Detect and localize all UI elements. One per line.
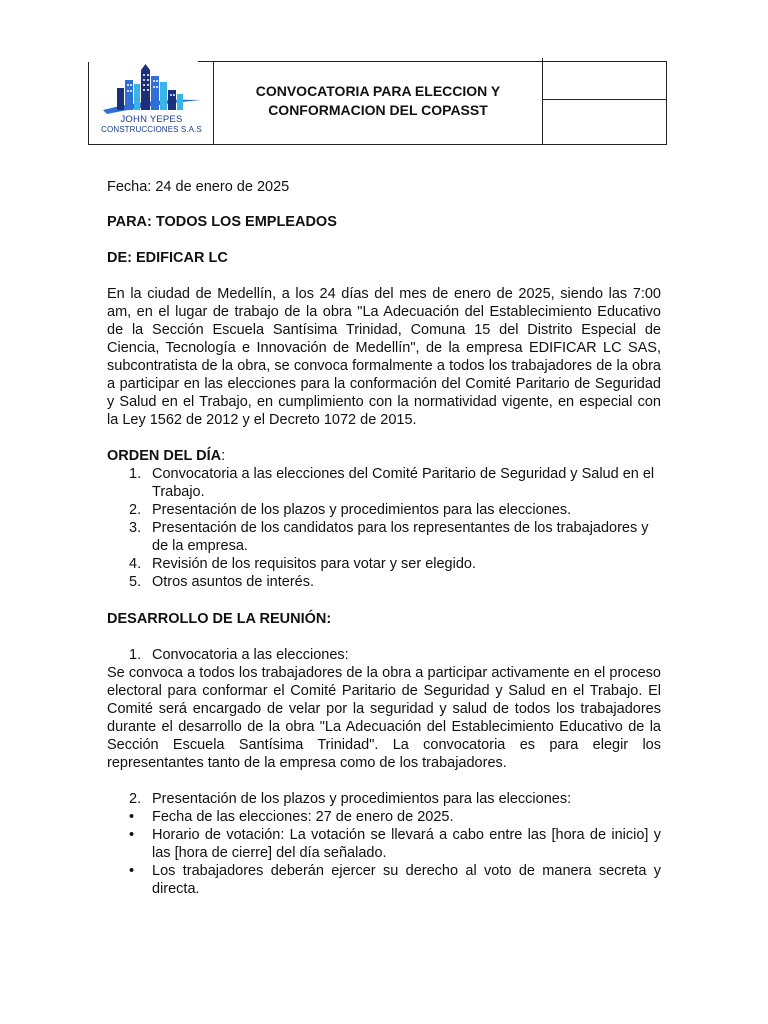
agenda-item-number: 1. bbox=[129, 466, 142, 482]
development-heading: DESARROLLO DE LA REUNIÓN: bbox=[107, 611, 332, 627]
agenda-item-text: Otros asuntos de interés. bbox=[152, 574, 314, 590]
document-header-table bbox=[88, 61, 667, 145]
logo-brand-line2: CONSTRUCCIONES S.A.S bbox=[101, 125, 202, 134]
agenda-heading-colon: : bbox=[221, 448, 226, 464]
bullet-text: Los trabajadores deberán ejercer su derecho al voto de manera secreta y directa. bbox=[152, 863, 661, 897]
date-line: Fecha: 24 de enero de 2025 bbox=[107, 179, 290, 195]
city-skyline-logo-icon bbox=[97, 64, 207, 116]
agenda-heading bbox=[107, 447, 661, 465]
bullet-text: Fecha de las elecciones: 27 de enero de 2025. bbox=[152, 809, 454, 825]
agenda-item-text: Convocatoria a las elecciones del Comité Paritario de Seguridad y Salud en el Trabajo. bbox=[152, 466, 655, 500]
agenda-item bbox=[107, 573, 661, 591]
document-body bbox=[107, 178, 661, 898]
agenda-item-text: Presentación de los plazos y procedimientos para las elecciones. bbox=[152, 502, 572, 518]
section1-number: 1. bbox=[129, 647, 142, 663]
agenda-item-number: 2. bbox=[129, 502, 142, 518]
section2-title bbox=[107, 790, 661, 808]
logo-cell bbox=[89, 62, 214, 144]
header-right-cells bbox=[543, 62, 666, 144]
section2-title-text: Presentación de los plazos y procedimientos para las elecciones: bbox=[152, 791, 572, 807]
bullet-mark: • bbox=[129, 863, 135, 879]
recipient-line: PARA: TODOS LOS EMPLEADOS bbox=[107, 214, 337, 230]
agenda-item bbox=[107, 519, 661, 555]
section2-bullet-list bbox=[107, 808, 661, 898]
agenda-item bbox=[107, 501, 661, 519]
agenda-item bbox=[107, 555, 661, 573]
bullet-text: Horario de votación: La votación se llevará a cabo entre las [hora de inicio] y las [hora de cierre] del día señalado. bbox=[152, 827, 661, 861]
agenda-item-text: Presentación de los candidatos para los representantes de los trabajadores y de la empresa. bbox=[152, 520, 649, 554]
bullet-item bbox=[107, 808, 661, 826]
sender-line: DE: EDIFICAR LC bbox=[107, 250, 228, 266]
agenda-item-text: Revisión de los requisitos para votar y ser elegido. bbox=[152, 556, 476, 572]
section2-number: 2. bbox=[129, 791, 142, 807]
logo-brand-line1: JOHN YEPES bbox=[120, 114, 183, 125]
document-title: CONVOCATORIA PARA ELECCION Y CONFORMACION DEL COPASST bbox=[214, 58, 543, 144]
section1-body: Se convoca a todos los trabajadores de la obra a participar activamente en el proceso electoral para conformar el Comité Paritario de Seguridad y Salud en el Trabajo. El Comité será encargado de velar por la seguridad y salud de todos los trabajadores durante el desarrollo de la obra "La Adecuación del Establecimiento Educativo de la Sección Escuela Santísima Trinidad". La convocatoria es para elegir los representantes tanto de la empresa como de los trabajadores. bbox=[107, 665, 661, 771]
agenda-item-number: 3. bbox=[129, 520, 142, 536]
bullet-mark: • bbox=[129, 827, 135, 843]
agenda-item-number: 4. bbox=[129, 556, 142, 572]
agenda-item-number: 5. bbox=[129, 574, 142, 590]
agenda-list bbox=[107, 465, 661, 591]
bullet-item bbox=[107, 826, 661, 862]
agenda-item bbox=[107, 465, 661, 501]
intro-paragraph: En la ciudad de Medellín, a los 24 días del mes de enero de 2025, siendo las 7:00 am, en el lugar de trabajo de la obra "La Adecuación del Establecimiento Educativo de la Sección Escuela Santísima Trinidad, Comuna 15 del Distrito Especial de Ciencia, Tecnología e Innovación de Medellín", de la empresa EDIFICAR LC SAS, subcontratista de la obra, se convoca formalmente a todos los trabajadores de la obra a participar en las elecciones para la conformación del Comité Paritario de Seguridad y Salud en el Trabajo, en cumplimiento con la normatividad vigente, en especial con la Ley 1562 de 2012 y el Decreto 1072 de 2015. bbox=[107, 286, 661, 428]
agenda-heading-text: ORDEN DEL DÍA bbox=[107, 448, 222, 464]
bullet-item bbox=[107, 862, 661, 898]
section1-title-text: Convocatoria a las elecciones: bbox=[152, 647, 349, 663]
section1-title bbox=[107, 646, 661, 664]
bullet-mark: • bbox=[129, 809, 135, 825]
header-empty-cell-top bbox=[543, 62, 666, 100]
header-empty-cell-bottom bbox=[543, 100, 666, 144]
